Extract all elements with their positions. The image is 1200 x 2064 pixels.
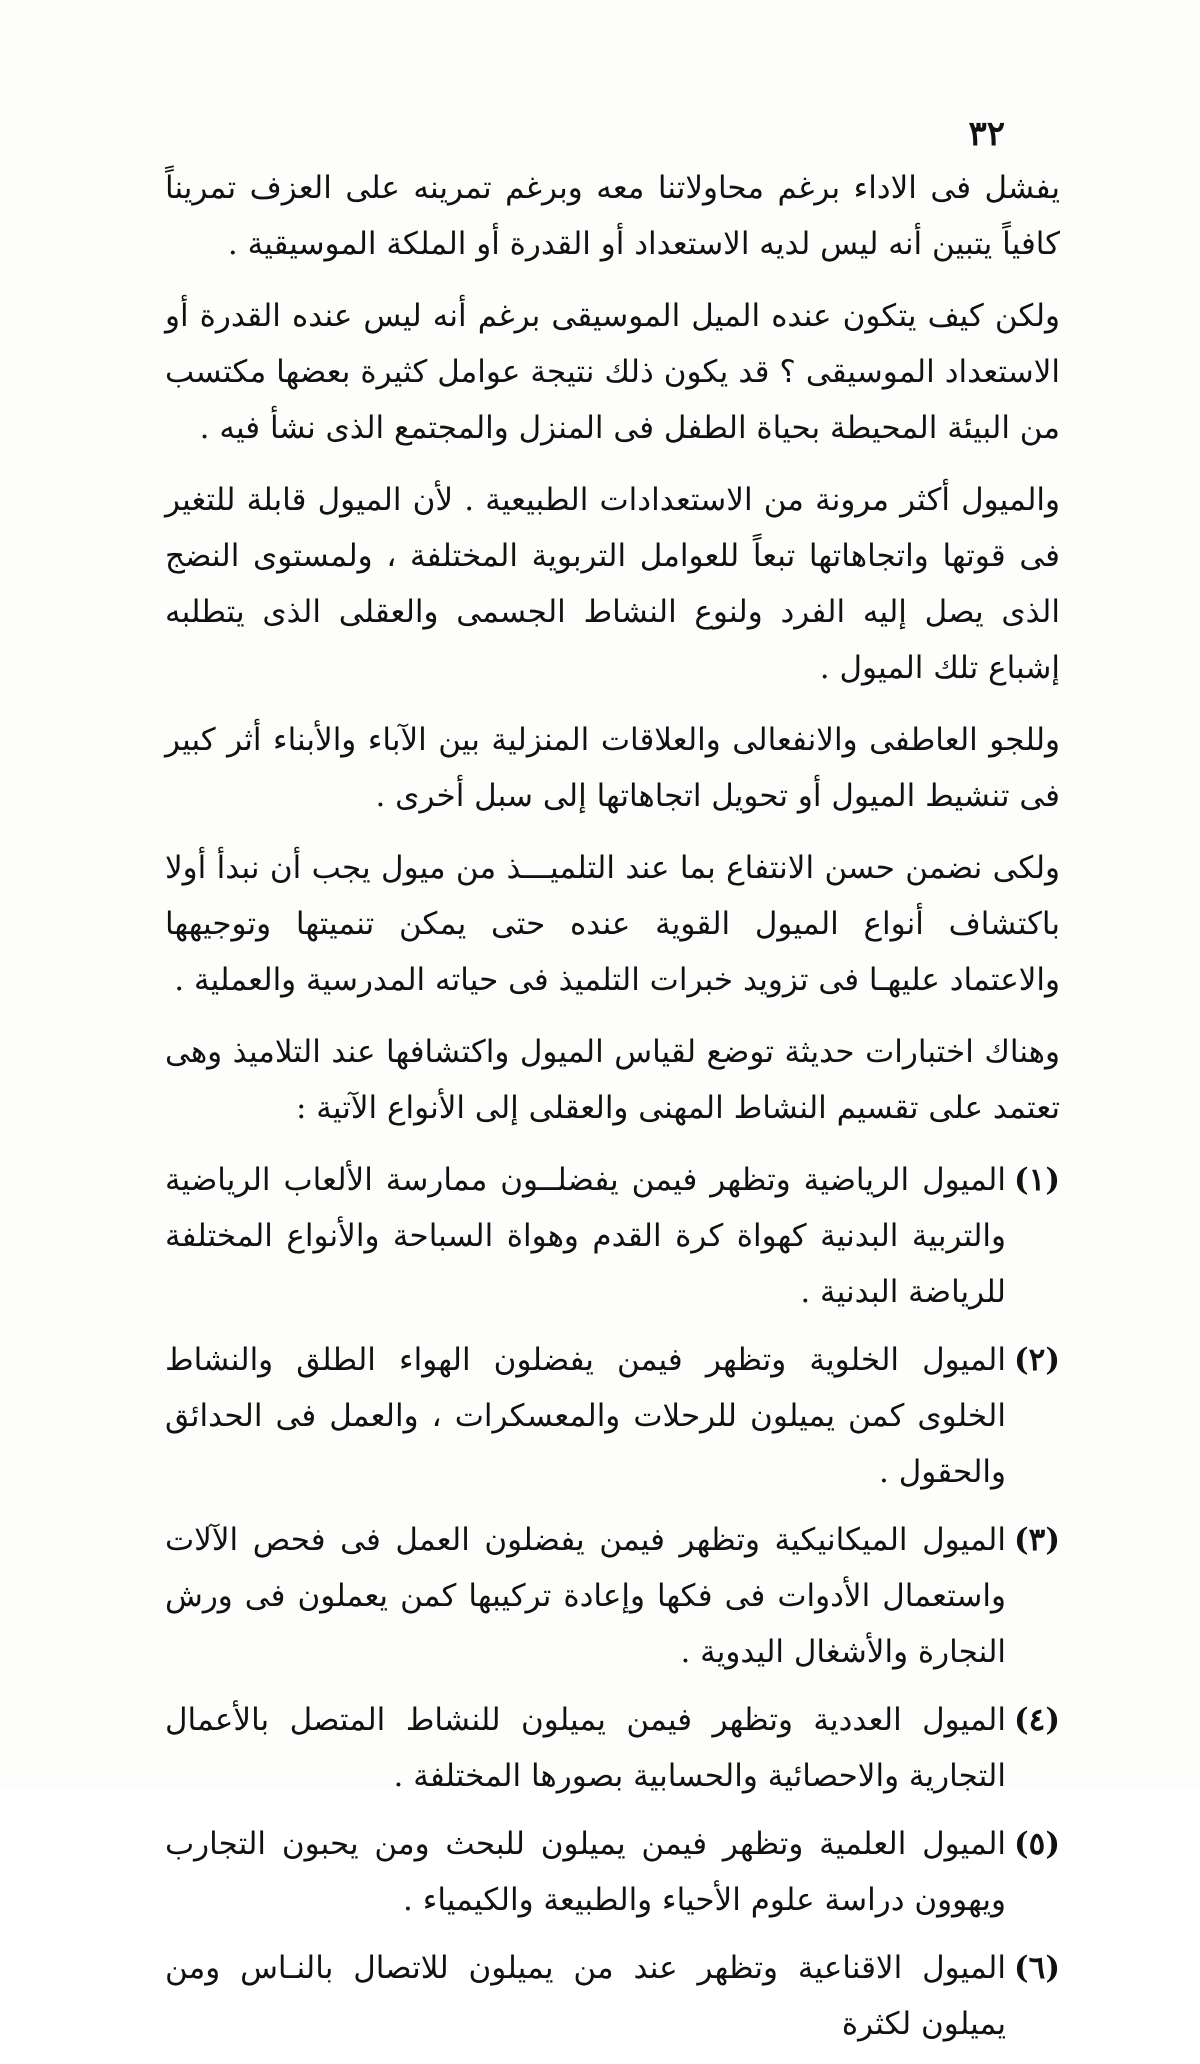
page-number: ٣٢ (968, 114, 1005, 154)
list-item (165, 1332, 1060, 1500)
list-item (165, 1152, 1060, 1320)
paragraph: ولكن كيف يتكون عنده الميل الموسيقى برغم أنه ليس عنده القدرة أو الاستعداد الموسيقى ؟ قد يكون ذلك نتيجة عوامل كثيرة بعضها مكتسب من البيئة المحيطة بحياة الطفل فى المنزل والمجتمع الذى نشأ فيه . (165, 298, 1060, 446)
paragraph: وللجو العاطفى والانفعالى والعلاقات المنزلية بين الآباء والأبناء أثر كبير فى تنشيط الميول أو تحويل اتجاهاتها إلى سبل أخرى . (165, 722, 1060, 814)
paragraph: والميول أكثر مرونة من الاستعدادات الطبيعية . لأن الميول قابلة للتغير فى قوتها واتجاهاتها تبعاً للعوامل التربوية المختلفة ، ولمستوى النضج الذى يصل إليه الفرد ولنوع النشاط الجسمى والعقلى الذى يتطلبه إشباع تلك الميول . (165, 482, 1060, 686)
list-item (165, 1940, 1060, 2052)
list-item-number: (٤) (1014, 1702, 1060, 1738)
list-item (165, 1512, 1060, 1680)
list-item-number: (٢) (1014, 1342, 1060, 1378)
list-item-text: الميول الاقناعية وتظهر عند من يميلون للاتصال بالنـاس ومن يميلون لكثرة (165, 1950, 1006, 2042)
paragraph: ولكى نضمن حسن الانتفاع بما عند التلميـــذ من ميول يجب أن نبدأ أولا باكتشاف أنواع الميول القوية عنده حتى يمكن تنميتها وتوجيهها والاعتماد عليهـا فى تزويد خبرات التلميذ فى حياته المدرسية والعملية . (165, 850, 1060, 998)
paragraph: وهناك اختبارات حديثة توضع لقياس الميول واكتشافها عند التلاميذ وهى تعتمد على تقسيم النشاط المهنى والعقلى إلى الأنواع الآتية : (165, 1034, 1060, 1126)
list-item-text: الميول الميكانيكية وتظهر فيمن يفضلون العمل فى فحص الآلات واستعمال الأدوات فى فكها وإعادة تركيبها كمن يعملون فى ورش النجارة والأشغال اليدوية . (165, 1522, 1006, 1670)
list-item-text: الميول الرياضية وتظهر فيمن يفضلــون ممارسة الألعاب الرياضية والتربية البدنية كهواة كرة القدم وهواة السباحة والأنواع المختلفة للرياضة البدنية . (165, 1162, 1006, 1310)
list-item (165, 1816, 1060, 1928)
list-item-text: الميول الخلوية وتظهر فيمن يفضلون الهواء الطلق والنشاط الخلوى كمن يميلون للرحلات والمعسكرات ، والعمل فى الحدائق والحقول . (165, 1342, 1006, 1490)
interest-types-list (165, 1152, 1060, 2052)
page-body (165, 160, 1060, 2064)
list-item-number: (١) (1014, 1162, 1060, 1198)
list-item-text: الميول العلمية وتظهر فيمن يميلون للبحث ومن يحبون التجارب ويهوون دراسة علوم الأحياء والطبيعة والكيمياء . (165, 1826, 1006, 1918)
list-item-number: (٣) (1014, 1522, 1060, 1558)
paragraph-continuation: يفشل فى الاداء برغم محاولاتنا معه وبرغم تمرينه على العزف تمريناً كافياً يتبين أنه ليس لديه الاستعداد أو القدرة أو الملكة الموسيقية . (165, 170, 1060, 262)
list-item (165, 1692, 1060, 1804)
list-item-text: الميول العددية وتظهر فيمن يميلون للنشاط المتصل بالأعمال التجارية والاحصائية والحسابية بصورها المختلفة . (165, 1702, 1006, 1794)
list-item-number: (٥) (1014, 1826, 1060, 1862)
list-item-number: (٦) (1014, 1950, 1060, 1986)
